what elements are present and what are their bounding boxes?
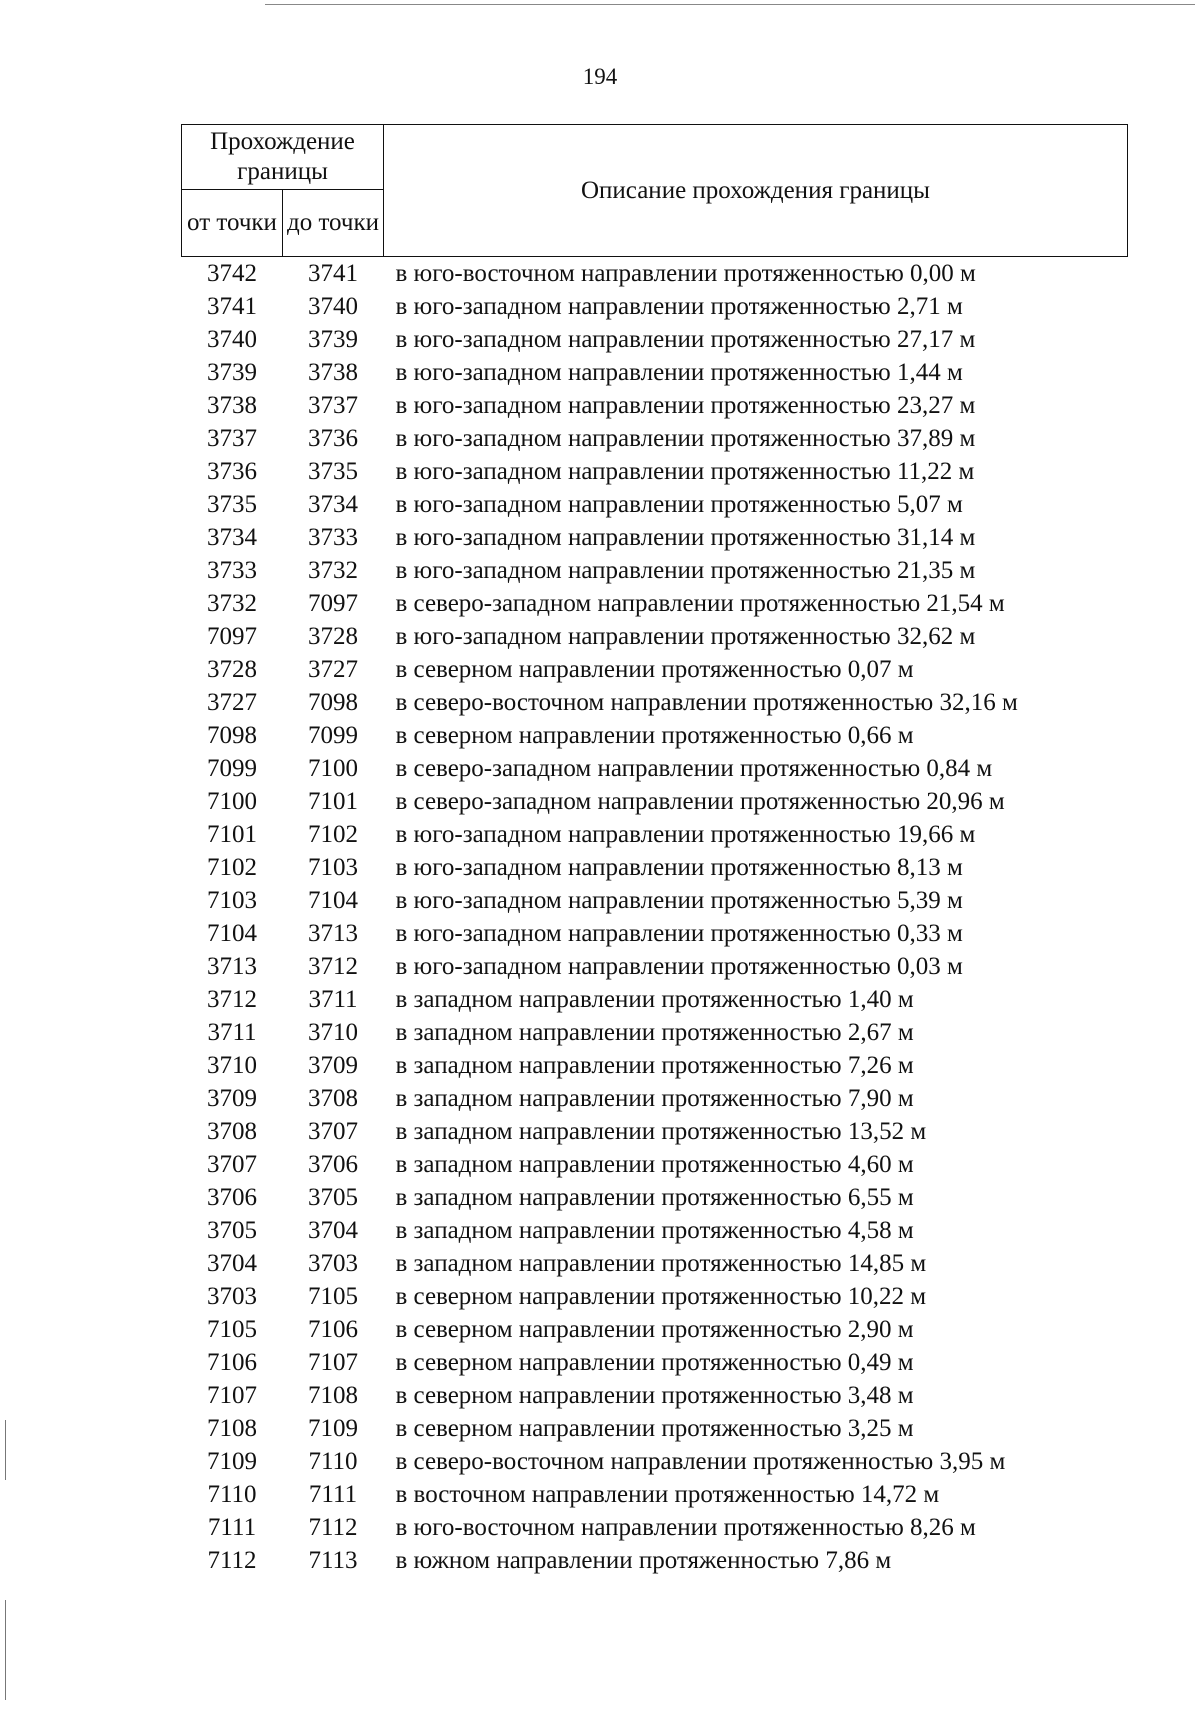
table-row: [182, 1049, 1128, 1082]
description-cell: в юго-западном направлении протяженностью 2,71 м: [395, 293, 963, 320]
table-row: [182, 455, 1128, 488]
to-point-cell: 7100: [308, 755, 358, 782]
table-row: [182, 587, 1128, 620]
description-cell: в западном направлении протяженностью 7,90 м: [395, 1085, 914, 1112]
description-cell: в юго-западном направлении протяженностью 32,62 м: [395, 623, 976, 650]
to-point-cell: 7105: [308, 1283, 358, 1310]
boundary-table-body: [182, 257, 1128, 1578]
description-cell: в северо-западном направлении протяженностью 0,84 м: [395, 755, 993, 782]
description-cell: в северо-восточном направлении протяженностью 3,95 м: [395, 1448, 1006, 1475]
description-cell: в юго-западном направлении протяженностью 5,39 м: [395, 887, 963, 914]
to-point-cell: 3736: [308, 425, 358, 452]
table-row: [182, 1511, 1128, 1544]
from-point-cell: 3741: [207, 293, 257, 320]
table-row: [182, 1280, 1128, 1313]
to-point-cell: 7098: [308, 689, 358, 716]
from-point-cell: 7108: [207, 1415, 257, 1442]
boundary-table-header: [182, 125, 1128, 257]
table-row: [182, 785, 1128, 818]
description-cell: в северном направлении протяженностью 3,48 м: [395, 1382, 914, 1409]
table-row: [182, 1247, 1128, 1280]
description-cell: в юго-западном направлении протяженностью 1,44 м: [395, 359, 963, 386]
to-point-cell: 3732: [308, 557, 358, 584]
description-cell: в северном направлении протяженностью 3,25 м: [395, 1415, 914, 1442]
to-point-cell: 7110: [308, 1448, 358, 1475]
description-cell: в западном направлении протяженностью 14,85 м: [395, 1250, 927, 1277]
description-cell: в западном направлении протяженностью 13,52 м: [395, 1118, 927, 1145]
description-cell: в юго-западном направлении протяженностью 21,35 м: [395, 557, 976, 584]
description-cell: в северо-восточном направлении протяженностью 32,16 м: [395, 689, 1018, 716]
from-point-cell: 3703: [207, 1283, 257, 1310]
table-row: [182, 917, 1128, 950]
table-row: [182, 1346, 1128, 1379]
table-row: [182, 422, 1128, 455]
from-point-cell: 3738: [207, 392, 257, 419]
to-point-cell: 7106: [308, 1316, 358, 1343]
description-cell: в северном направлении протяженностью 0,49 м: [395, 1349, 914, 1376]
to-point-cell: 7111: [308, 1481, 358, 1508]
table-row: [182, 1082, 1128, 1115]
to-point-cell: 3706: [308, 1151, 358, 1178]
from-point-cell: 3740: [207, 326, 257, 353]
boundary-table: [181, 124, 1128, 1577]
header-boundary-passage: Прохождение границы: [182, 125, 384, 190]
description-cell: в западном направлении протяженностью 7,26 м: [395, 1052, 914, 1079]
description-cell: в юго-западном направлении протяженностью 0,03 м: [395, 953, 963, 980]
to-point-cell: 3735: [308, 458, 358, 485]
from-point-cell: 7110: [207, 1481, 257, 1508]
table-row: [182, 257, 1128, 291]
table-row: [182, 1148, 1128, 1181]
from-point-cell: 3728: [207, 656, 257, 683]
table-row: [182, 1313, 1128, 1346]
description-cell: в западном направлении протяженностью 6,55 м: [395, 1184, 914, 1211]
table-row: [182, 851, 1128, 884]
table-row: [182, 1181, 1128, 1214]
to-point-cell: 3711: [308, 986, 358, 1013]
from-point-cell: 7109: [207, 1448, 257, 1475]
header-description: Описание прохождения границы: [384, 125, 1128, 257]
description-cell: в северном направлении протяженностью 0,66 м: [395, 722, 914, 749]
to-point-cell: 3727: [308, 656, 358, 683]
table-row: [182, 1115, 1128, 1148]
description-cell: в юго-западном направлении протяженностью 5,07 м: [395, 491, 963, 518]
to-point-cell: 7103: [308, 854, 358, 881]
description-cell: в северном направлении протяженностью 10,22 м: [395, 1283, 927, 1310]
from-point-cell: 3709: [207, 1085, 257, 1112]
description-cell: в южном направлении протяженностью 7,86 м: [395, 1547, 892, 1574]
table-row: [182, 818, 1128, 851]
description-cell: в северном направлении протяженностью 0,07 м: [395, 656, 914, 683]
from-point-cell: 3735: [207, 491, 257, 518]
to-point-cell: 3709: [308, 1052, 358, 1079]
table-row: [182, 554, 1128, 587]
table-row: [182, 686, 1128, 719]
table-row: [182, 983, 1128, 1016]
from-point-cell: 3739: [207, 359, 257, 386]
to-point-cell: 3728: [308, 623, 358, 650]
description-cell: в западном направлении протяженностью 4,60 м: [395, 1151, 914, 1178]
to-point-cell: 3710: [308, 1019, 358, 1046]
table-row: [182, 356, 1128, 389]
table-row: [182, 290, 1128, 323]
from-point-cell: 3711: [207, 1019, 257, 1046]
from-point-cell: 7097: [207, 623, 257, 650]
from-point-cell: 3712: [207, 986, 257, 1013]
table-row: [182, 1016, 1128, 1049]
table-row: [182, 1445, 1128, 1478]
scan-top-rule: [265, 4, 1195, 5]
to-point-cell: 7102: [308, 821, 358, 848]
table-row: [182, 323, 1128, 356]
description-cell: в юго-западном направлении протяженностью 19,66 м: [395, 821, 976, 848]
description-cell: в юго-западном направлении протяженностью 27,17 м: [395, 326, 976, 353]
from-point-cell: 3727: [207, 689, 257, 716]
description-cell: в западном направлении протяженностью 4,58 м: [395, 1217, 914, 1244]
description-cell: в юго-западном направлении протяженностью 0,33 м: [395, 920, 963, 947]
table-row: [182, 521, 1128, 554]
from-point-cell: 3705: [207, 1217, 257, 1244]
description-cell: в северо-западном направлении протяженностью 21,54 м: [395, 590, 1005, 617]
scan-margin-mark: [5, 1420, 6, 1480]
from-point-cell: 3713: [207, 953, 257, 980]
table-row: [182, 620, 1128, 653]
from-point-cell: 3708: [207, 1118, 257, 1145]
table-row: [182, 1214, 1128, 1247]
from-point-cell: 7101: [207, 821, 257, 848]
table-row: [182, 1544, 1128, 1577]
to-point-cell: 7109: [308, 1415, 358, 1442]
from-point-cell: 7104: [207, 920, 257, 947]
description-cell: в юго-западном направлении протяженностью 37,89 м: [395, 425, 976, 452]
from-point-cell: 3734: [207, 524, 257, 551]
from-point-cell: 7112: [207, 1547, 257, 1574]
to-point-cell: 7097: [308, 590, 358, 617]
to-point-cell: 3703: [308, 1250, 358, 1277]
to-point-cell: 3707: [308, 1118, 358, 1145]
from-point-cell: 3706: [207, 1184, 257, 1211]
description-cell: в юго-западном направлении протяженностью 8,13 м: [395, 854, 963, 881]
to-point-cell: 7112: [308, 1514, 358, 1541]
from-point-cell: 3704: [207, 1250, 257, 1277]
table-row: [182, 653, 1128, 686]
table-row: [182, 1412, 1128, 1445]
page-number: 194: [582, 64, 618, 89]
to-point-cell: 3705: [308, 1184, 358, 1211]
to-point-cell: 7108: [308, 1382, 358, 1409]
to-point-cell: 3739: [308, 326, 358, 353]
description-cell: в юго-восточном направлении протяженностью 0,00 м: [395, 260, 976, 287]
to-point-cell: 3713: [308, 920, 358, 947]
to-point-cell: 3734: [308, 491, 358, 518]
scan-margin-mark: [5, 1600, 6, 1700]
from-point-cell: 3736: [207, 458, 257, 485]
to-point-cell: 3708: [308, 1085, 358, 1112]
description-cell: в юго-западном направлении протяженностью 23,27 м: [395, 392, 976, 419]
to-point-cell: 3733: [308, 524, 358, 551]
from-point-cell: 7102: [207, 854, 257, 881]
table-row: [182, 950, 1128, 983]
from-point-cell: 7103: [207, 887, 257, 914]
table-row: [182, 752, 1128, 785]
description-cell: в юго-восточном направлении протяженностью 8,26 м: [395, 1514, 976, 1541]
from-point-cell: 7106: [207, 1349, 257, 1376]
to-point-cell: 3704: [308, 1217, 358, 1244]
from-point-cell: 3707: [207, 1151, 257, 1178]
description-cell: в северо-западном направлении протяженностью 20,96 м: [395, 788, 1005, 815]
table-row: [182, 884, 1128, 917]
table-row: [182, 389, 1128, 422]
description-cell: в восточном направлении протяженностью 14,72 м: [395, 1481, 940, 1508]
from-point-cell: 3733: [207, 557, 257, 584]
description-cell: в юго-западном направлении протяженностью 31,14 м: [395, 524, 976, 551]
to-point-cell: 3737: [308, 392, 358, 419]
to-point-cell: 7101: [308, 788, 358, 815]
from-point-cell: 3710: [207, 1052, 257, 1079]
table-row: [182, 719, 1128, 752]
from-point-cell: 7100: [207, 788, 257, 815]
to-point-cell: 7099: [308, 722, 358, 749]
to-point-cell: 3738: [308, 359, 358, 386]
description-cell: в юго-западном направлении протяженностью 11,22 м: [395, 458, 975, 485]
from-point-cell: 7107: [207, 1382, 257, 1409]
from-point-cell: 3732: [207, 590, 257, 617]
to-point-cell: 7113: [308, 1547, 358, 1574]
header-to-point: до точки: [283, 190, 384, 257]
to-point-cell: 3740: [308, 293, 358, 320]
table-row: [182, 1379, 1128, 1412]
to-point-cell: 7107: [308, 1349, 358, 1376]
description-cell: в северном направлении протяженностью 2,90 м: [395, 1316, 914, 1343]
from-point-cell: 3737: [207, 425, 257, 452]
description-cell: в западном направлении протяженностью 1,40 м: [395, 986, 914, 1013]
to-point-cell: 3712: [308, 953, 358, 980]
header-from-point: от точки: [182, 190, 283, 257]
to-point-cell: 7104: [308, 887, 358, 914]
from-point-cell: 7105: [207, 1316, 257, 1343]
from-point-cell: 7098: [207, 722, 257, 749]
from-point-cell: 3742: [207, 260, 257, 287]
from-point-cell: 7099: [207, 755, 257, 782]
to-point-cell: 3741: [308, 260, 358, 287]
table-row: [182, 488, 1128, 521]
description-cell: в западном направлении протяженностью 2,67 м: [395, 1019, 914, 1046]
from-point-cell: 7111: [207, 1514, 257, 1541]
table-row: [182, 1478, 1128, 1511]
